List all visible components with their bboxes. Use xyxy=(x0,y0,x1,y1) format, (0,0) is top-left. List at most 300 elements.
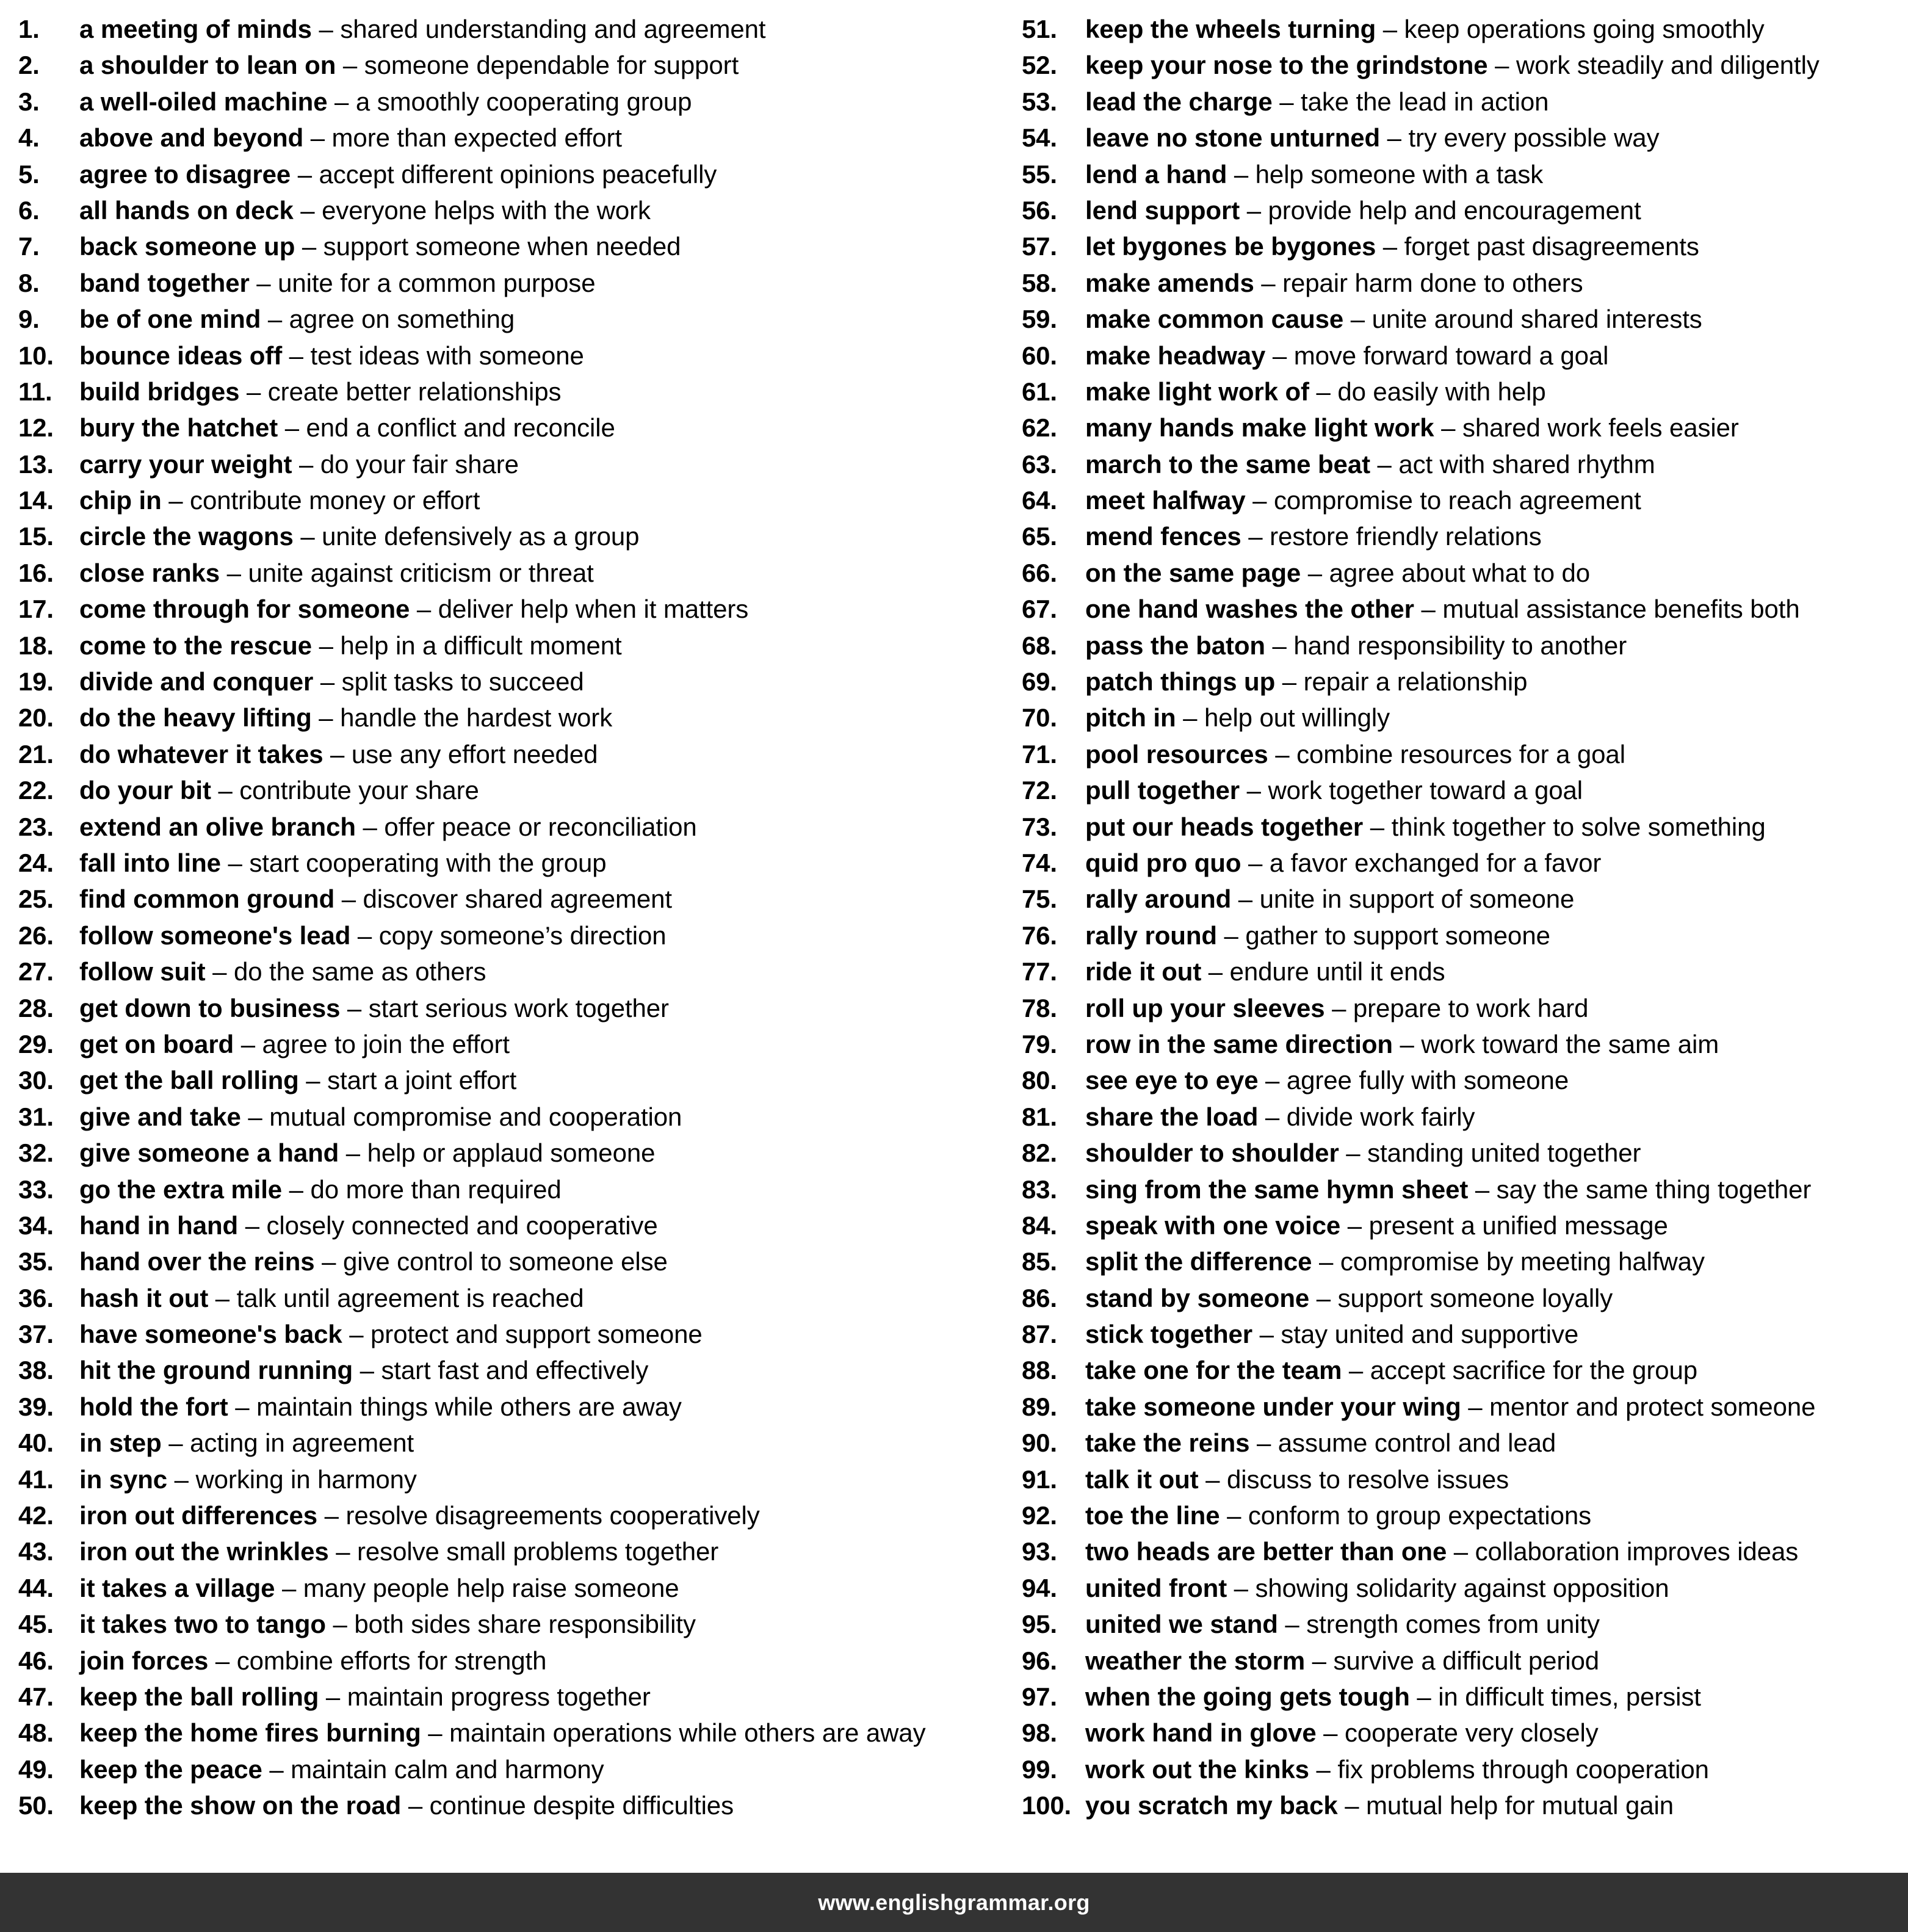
idiom-phrase: fall into line xyxy=(79,848,221,877)
idiom-body xyxy=(1085,192,1641,228)
idiom-body xyxy=(1085,228,1699,264)
idiom-phrase: make headway xyxy=(1085,341,1266,370)
idiom-number: 52. xyxy=(1022,51,1057,80)
idiom-body xyxy=(1085,1606,1600,1642)
idiom-number: 28. xyxy=(18,993,54,1022)
idiom-phrase: it takes two to tango xyxy=(79,1610,326,1639)
idiom-number: 19. xyxy=(18,667,54,696)
idiom-list-item xyxy=(18,917,1007,953)
idiom-list-item xyxy=(18,47,1007,83)
idiom-list-item xyxy=(18,120,1007,156)
idiom-number: 69. xyxy=(1022,667,1057,696)
idiom-phrase: go the extra mile xyxy=(79,1174,283,1204)
idiom-body xyxy=(79,917,667,953)
idiom-list-item xyxy=(1022,47,1908,83)
idiom-list-item xyxy=(1022,809,1908,845)
idiom-separator-dash: – xyxy=(401,1791,430,1820)
idiom-list-item xyxy=(18,772,1007,808)
idiom-separator-dash: – xyxy=(262,1754,291,1784)
idiom-separator-dash: – xyxy=(1434,413,1462,443)
idiom-phrase: come to the rescue xyxy=(79,631,312,660)
idiom-list-item xyxy=(1022,591,1908,627)
idiom-body xyxy=(1085,11,1765,47)
idiom-body xyxy=(79,410,615,446)
idiom-list-item xyxy=(1022,1026,1908,1062)
idiom-body xyxy=(79,809,697,845)
idiom-list-item xyxy=(18,1207,1007,1243)
idiom-phrase: rally around xyxy=(1085,885,1232,914)
idiom-list-item xyxy=(1022,265,1908,301)
idiom-phrase: quid pro quo xyxy=(1085,848,1241,877)
idiom-list-item xyxy=(1022,374,1908,410)
idiom-body xyxy=(1085,1389,1815,1425)
idiom-phrase: make amends xyxy=(1085,268,1254,297)
idiom-separator-dash: – xyxy=(282,341,311,370)
idiom-meaning: repair a relationship xyxy=(1303,667,1528,696)
idiom-phrase: agree to disagree xyxy=(79,159,291,189)
idiom-meaning: closely connected and cooperative xyxy=(266,1210,658,1240)
idiom-separator-dash: – xyxy=(240,1102,270,1131)
idiom-phrase: keep the wheels turning xyxy=(1085,15,1376,43)
idiom-separator-dash: – xyxy=(312,631,341,660)
idiom-separator-dash: – xyxy=(313,667,342,696)
idiom-meaning: work steadily and diligently xyxy=(1516,51,1819,80)
idiom-separator-dash: – xyxy=(295,232,323,261)
idiom-phrase: pull together xyxy=(1085,776,1240,805)
idiom-phrase: share the load xyxy=(1085,1102,1259,1131)
idiom-body xyxy=(79,990,669,1026)
idiom-number: 27. xyxy=(18,957,54,986)
idiom-number: 39. xyxy=(18,1392,54,1421)
idiom-body xyxy=(1085,1062,1569,1098)
idiom-number: 67. xyxy=(1022,595,1057,624)
idiom-separator-dash: – xyxy=(1487,51,1516,80)
idiom-meaning: do more than required xyxy=(310,1174,562,1204)
idiom-meaning: contribute money or effort xyxy=(190,486,480,515)
idiom-phrase: row in the same direction xyxy=(1085,1029,1393,1058)
idiom-list-item xyxy=(1022,1171,1908,1207)
idiom-separator-dash: – xyxy=(1227,1573,1256,1602)
idiom-list-item xyxy=(18,953,1007,990)
idiom-body xyxy=(79,1497,760,1533)
idiom-list-item xyxy=(1022,953,1908,990)
idiom-phrase: keep the show on the road xyxy=(79,1791,402,1820)
idiom-separator-dash: – xyxy=(1241,522,1270,551)
idiom-separator-dash: – xyxy=(1265,631,1294,660)
idiom-separator-dash: – xyxy=(1309,1283,1338,1312)
idiom-number: 2. xyxy=(18,51,40,80)
idiom-separator-dash: – xyxy=(1240,195,1268,225)
idiom-meaning: combine efforts for strength xyxy=(236,1646,547,1675)
idiom-meaning: more than expected effort xyxy=(331,123,622,153)
idiom-number: 62. xyxy=(1022,413,1057,443)
idiom-phrase: it takes a village xyxy=(79,1573,275,1602)
idiom-number: 57. xyxy=(1022,232,1057,261)
idiom-meaning: many people help raise someone xyxy=(303,1573,679,1602)
idiom-body xyxy=(79,1715,925,1751)
idiom-meaning: help or applaud someone xyxy=(367,1138,656,1168)
idiom-meaning: take the lead in action xyxy=(1301,87,1549,116)
idiom-list-item xyxy=(1022,518,1908,554)
idiom-phrase: get the ball rolling xyxy=(79,1066,299,1095)
idiom-phrase: toe the line xyxy=(1085,1501,1220,1530)
idiom-number: 56. xyxy=(1022,195,1057,225)
idiom-body xyxy=(1085,845,1601,881)
idiom-number: 100. xyxy=(1022,1791,1071,1820)
idiom-phrase: one hand washes the other xyxy=(1085,595,1414,624)
idiom-phrase: circle the wagons xyxy=(79,522,294,551)
idiom-number: 42. xyxy=(18,1501,54,1530)
idiom-number: 36. xyxy=(18,1283,54,1312)
idiom-number: 98. xyxy=(1022,1718,1057,1748)
idiom-separator-dash: – xyxy=(205,957,234,986)
idiom-separator-dash: – xyxy=(323,739,352,769)
idiom-body xyxy=(1085,628,1627,664)
idiom-number: 65. xyxy=(1022,522,1057,551)
idiom-meaning: resolve small problems together xyxy=(357,1537,719,1566)
idiom-number: 17. xyxy=(18,595,54,624)
idiom-meaning: compromise to reach agreement xyxy=(1273,486,1641,515)
idiom-separator-dash: – xyxy=(292,449,320,479)
idiom-body xyxy=(1085,301,1702,337)
idiom-separator-dash: – xyxy=(1277,1610,1307,1639)
idiom-phrase: keep your nose to the grindstone xyxy=(1085,51,1488,80)
idiom-list-item xyxy=(1022,736,1908,772)
idiom-meaning: acting in agreement xyxy=(190,1428,414,1458)
idiom-meaning: assume control and lead xyxy=(1277,1428,1556,1458)
idiom-number: 24. xyxy=(18,848,54,877)
idiom-body xyxy=(79,338,584,374)
idiom-phrase: get down to business xyxy=(79,993,341,1022)
idiom-separator-dash: – xyxy=(1461,1392,1490,1421)
idiom-body xyxy=(1085,555,1590,591)
idiom-phrase: shoulder to shoulder xyxy=(1085,1138,1339,1168)
idiom-list-item xyxy=(1022,1280,1908,1316)
idiom-phrase: sing from the same hymn sheet xyxy=(1085,1174,1469,1204)
idiom-separator-dash: – xyxy=(1231,885,1260,914)
idiom-phrase: roll up your sleeves xyxy=(1085,993,1325,1022)
idiom-phrase: find common ground xyxy=(79,885,335,914)
idiom-meaning: create better relationships xyxy=(267,377,562,406)
idiom-separator-dash: – xyxy=(293,522,322,551)
idiom-list-item xyxy=(18,446,1007,482)
idiom-separator-dash: – xyxy=(1376,15,1404,43)
idiom-separator-dash: – xyxy=(1198,1464,1227,1494)
idiom-phrase: chip in xyxy=(79,486,162,515)
idiom-separator-dash: – xyxy=(293,195,322,225)
idiom-number: 78. xyxy=(1022,993,1057,1022)
idiom-separator-dash: – xyxy=(1252,1320,1281,1349)
idiom-meaning: hand responsibility to another xyxy=(1293,631,1627,660)
idiom-separator-dash: – xyxy=(410,595,438,624)
idiom-meaning: offer peace or reconciliation xyxy=(384,812,697,841)
idiom-meaning: start serious work together xyxy=(368,993,669,1022)
idiom-list-item xyxy=(18,1243,1007,1279)
idiom-phrase: pass the baton xyxy=(1085,631,1265,660)
idiom-separator-dash: – xyxy=(1468,1174,1497,1204)
idiom-list-item xyxy=(18,1497,1007,1533)
idiom-meaning: think together to solve something xyxy=(1391,812,1766,841)
idiom-number: 83. xyxy=(1022,1174,1057,1204)
idiom-number: 1. xyxy=(18,15,40,43)
idiom-number: 25. xyxy=(18,885,54,914)
idioms-list-right xyxy=(1007,11,1908,1824)
idiom-separator-dash: – xyxy=(1380,123,1409,153)
idiom-number: 10. xyxy=(18,341,54,370)
idiom-body xyxy=(79,11,765,47)
idiom-separator-dash: – xyxy=(317,1501,346,1530)
idiom-meaning: agree about what to do xyxy=(1329,558,1591,587)
idiom-meaning: say the same thing together xyxy=(1496,1174,1812,1204)
idiom-body xyxy=(79,555,594,591)
idiom-list-item xyxy=(18,1135,1007,1171)
idiom-meaning: help in a difficult moment xyxy=(340,631,622,660)
idiom-body xyxy=(1085,156,1543,192)
idiom-body xyxy=(79,47,739,83)
idiom-number: 76. xyxy=(1022,921,1057,950)
idiom-list-item xyxy=(18,374,1007,410)
idiom-number: 4. xyxy=(18,123,40,153)
idiom-separator-dash: – xyxy=(291,159,319,189)
idiom-phrase: on the same page xyxy=(1085,558,1301,587)
idiom-list-item xyxy=(1022,1316,1908,1352)
idiom-number: 64. xyxy=(1022,486,1057,515)
idiom-phrase: two heads are better than one xyxy=(1085,1537,1447,1566)
idiom-meaning: working in harmony xyxy=(195,1464,417,1494)
idiom-body xyxy=(79,228,681,264)
idiom-body xyxy=(79,664,584,700)
idiom-meaning: compromise by meeting halfway xyxy=(1340,1247,1705,1276)
idiom-meaning: unite around shared interests xyxy=(1371,305,1702,334)
idiom-separator-dash: – xyxy=(1305,1646,1334,1675)
idiom-number: 29. xyxy=(18,1029,54,1058)
idiom-separator-dash: – xyxy=(303,123,332,153)
idiom-body xyxy=(1085,1570,1669,1606)
idiom-number: 31. xyxy=(18,1102,54,1131)
idiom-list-item xyxy=(1022,301,1908,337)
idiom-number: 60. xyxy=(1022,341,1057,370)
idiom-meaning: agree to join the effort xyxy=(262,1029,510,1058)
idiom-body xyxy=(79,1643,546,1679)
idiom-separator-dash: – xyxy=(1324,993,1353,1022)
idiom-body xyxy=(1085,265,1583,301)
idiom-body xyxy=(1085,700,1390,736)
idiom-meaning: keep operations going smoothly xyxy=(1404,15,1765,43)
idiom-list-item xyxy=(1022,120,1908,156)
idiom-meaning: deliver help when it matters xyxy=(438,595,749,624)
idiom-list-item xyxy=(1022,555,1908,591)
idiom-phrase: build bridges xyxy=(79,377,240,406)
idiom-separator-dash: – xyxy=(1392,1029,1422,1058)
idiom-meaning: test ideas with someone xyxy=(310,341,584,370)
idiom-number: 59. xyxy=(1022,305,1057,334)
idiom-phrase: above and beyond xyxy=(79,123,304,153)
idiom-phrase: back someone up xyxy=(79,232,295,261)
idiom-list-item xyxy=(1022,228,1908,264)
idiom-body xyxy=(79,1352,648,1388)
idiom-separator-dash: – xyxy=(228,1392,257,1421)
idiom-separator-dash: – xyxy=(1409,1682,1439,1711)
idiom-list-item xyxy=(18,1461,1007,1497)
idiom-meaning: split tasks to succeed xyxy=(341,667,584,696)
idiom-number: 54. xyxy=(1022,123,1057,153)
idiom-body xyxy=(1085,591,1800,627)
idiom-list-item xyxy=(18,1787,1007,1823)
idiom-separator-dash: – xyxy=(1201,957,1230,986)
idiom-meaning: provide help and encouragement xyxy=(1268,195,1641,225)
idiom-list-item xyxy=(18,700,1007,736)
idiom-list-item xyxy=(18,1533,1007,1569)
idiom-meaning: resolve disagreements cooperatively xyxy=(345,1501,760,1530)
idiom-meaning: do the same as others xyxy=(233,957,486,986)
idiom-body xyxy=(1085,84,1548,120)
idiom-phrase: see eye to eye xyxy=(1085,1066,1259,1095)
idiom-list-item xyxy=(18,1643,1007,1679)
idiom-list-item xyxy=(18,1316,1007,1352)
idiom-phrase: band together xyxy=(79,268,250,297)
idiom-list-item xyxy=(1022,628,1908,664)
idiom-separator-dash: – xyxy=(1258,1102,1287,1131)
idiom-meaning: maintain progress together xyxy=(347,1682,651,1711)
idiom-separator-dash: – xyxy=(1265,341,1294,370)
idiom-number: 13. xyxy=(18,449,54,479)
idiom-meaning: support someone loyally xyxy=(1337,1283,1613,1312)
idiom-number: 41. xyxy=(18,1464,54,1494)
idiom-phrase: hash it out xyxy=(79,1283,209,1312)
idiom-number: 20. xyxy=(18,703,54,733)
idiom-body xyxy=(79,482,480,518)
idiom-separator-dash: – xyxy=(1240,776,1268,805)
idiom-meaning: forget past disagreements xyxy=(1404,232,1699,261)
idiom-meaning: help someone with a task xyxy=(1255,159,1544,189)
idiom-number: 45. xyxy=(18,1610,54,1639)
idiom-meaning: agree fully with someone xyxy=(1286,1066,1569,1095)
idiom-list-item xyxy=(18,482,1007,518)
idiom-phrase: iron out the wrinkles xyxy=(79,1537,329,1566)
idiom-number: 34. xyxy=(18,1210,54,1240)
idiom-number: 61. xyxy=(1022,377,1057,406)
idiom-list-item xyxy=(1022,881,1908,917)
idiom-meaning: handle the hardest work xyxy=(340,703,613,733)
idiom-number: 71. xyxy=(1022,739,1057,769)
idiom-number: 94. xyxy=(1022,1573,1057,1602)
idiom-list-item xyxy=(18,628,1007,664)
idiom-separator-dash: – xyxy=(161,1428,190,1458)
idiom-meaning: mutual assistance benefits both xyxy=(1442,595,1800,624)
idiom-meaning: move forward toward a goal xyxy=(1293,341,1609,370)
idiom-phrase: split the difference xyxy=(1085,1247,1312,1276)
idiom-body xyxy=(79,374,561,410)
idiom-phrase: leave no stone unturned xyxy=(1085,123,1381,153)
idiom-number: 82. xyxy=(1022,1138,1057,1168)
idiom-meaning: a favor exchanged for a favor xyxy=(1269,848,1602,877)
idiom-phrase: pitch in xyxy=(1085,703,1176,733)
idiom-separator-dash: – xyxy=(1268,739,1297,769)
idiom-meaning: restore friendly relations xyxy=(1270,522,1542,551)
idiom-meaning: prepare to work hard xyxy=(1353,993,1589,1022)
idiom-number: 35. xyxy=(18,1247,54,1276)
idiom-meaning: start a joint effort xyxy=(327,1066,517,1095)
idiom-number: 81. xyxy=(1022,1102,1057,1131)
idiom-body xyxy=(1085,809,1766,845)
idiom-meaning: unite for a common purpose xyxy=(278,268,596,297)
idioms-list-left xyxy=(0,11,1007,1824)
idiom-body xyxy=(79,1461,417,1497)
idiom-number: 63. xyxy=(1022,449,1057,479)
idiom-phrase: lead the charge xyxy=(1085,87,1273,116)
idiom-number: 70. xyxy=(1022,703,1057,733)
idiom-separator-dash: – xyxy=(334,885,363,914)
idiom-phrase: lend a hand xyxy=(1085,159,1227,189)
idiom-list-item xyxy=(1022,1461,1908,1497)
idiom-number: 26. xyxy=(18,921,54,950)
idiom-separator-dash: – xyxy=(1301,558,1329,587)
idiom-separator-dash: – xyxy=(1316,1718,1345,1748)
idiom-meaning: both sides share responsibility xyxy=(354,1610,696,1639)
idiom-list-item xyxy=(18,156,1007,192)
idiom-list-item xyxy=(1022,482,1908,518)
idiom-number: 73. xyxy=(1022,812,1057,841)
idiom-phrase: let bygones be bygones xyxy=(1085,232,1376,261)
idiom-separator-dash: – xyxy=(275,1573,303,1602)
idiom-list-item xyxy=(18,192,1007,228)
idiom-separator-dash: – xyxy=(249,268,278,297)
idiom-meaning: discuss to resolve issues xyxy=(1226,1464,1509,1494)
idiom-meaning: do easily with help xyxy=(1337,377,1546,406)
idiom-phrase: stand by someone xyxy=(1085,1283,1310,1312)
idiom-body xyxy=(79,1751,604,1787)
idiom-phrase: hand in hand xyxy=(79,1210,239,1240)
idiom-meaning: fix problems through cooperation xyxy=(1337,1754,1709,1784)
idiom-phrase: follow suit xyxy=(79,957,206,986)
idiom-list-item xyxy=(18,301,1007,337)
idiom-phrase: hold the fort xyxy=(79,1392,228,1421)
idiom-separator-dash: – xyxy=(1447,1537,1475,1566)
idiom-meaning: everyone helps with the work xyxy=(322,195,651,225)
idiom-separator-dash: – xyxy=(1376,232,1404,261)
idiom-list-item xyxy=(1022,1243,1908,1279)
idiom-body xyxy=(79,1425,414,1461)
idiom-body xyxy=(79,1280,584,1316)
idiom-phrase: work hand in glove xyxy=(1085,1718,1317,1748)
idiom-list-item xyxy=(18,1715,1007,1751)
idiom-list-item xyxy=(1022,1679,1908,1715)
idiom-phrase: march to the same beat xyxy=(1085,449,1370,479)
idiom-number: 77. xyxy=(1022,957,1057,986)
idiom-list-item xyxy=(18,228,1007,264)
idiom-body xyxy=(1085,1171,1811,1207)
idiom-meaning: strength comes from unity xyxy=(1306,1610,1600,1639)
idiom-number: 84. xyxy=(1022,1210,1057,1240)
idiom-number: 51. xyxy=(1022,15,1057,43)
idiom-list-item xyxy=(18,591,1007,627)
idiom-body xyxy=(1085,1099,1475,1135)
idiom-meaning: help out willingly xyxy=(1204,703,1390,733)
idiom-body xyxy=(79,1679,651,1715)
idiom-meaning: in difficult times, persist xyxy=(1438,1682,1701,1711)
idiom-separator-dash: – xyxy=(1227,159,1256,189)
idiom-meaning: start cooperating with the group xyxy=(249,848,607,877)
idiom-list-item xyxy=(18,1171,1007,1207)
idiom-phrase: patch things up xyxy=(1085,667,1276,696)
idiom-phrase: do your bit xyxy=(79,776,211,805)
idiom-separator-dash: – xyxy=(1241,848,1270,877)
idiom-number: 80. xyxy=(1022,1066,1057,1095)
idiom-phrase: speak with one voice xyxy=(1085,1210,1341,1240)
idiom-list-item xyxy=(1022,1751,1908,1787)
idiom-number: 14. xyxy=(18,486,54,515)
idiom-separator-dash: – xyxy=(1342,1356,1370,1385)
